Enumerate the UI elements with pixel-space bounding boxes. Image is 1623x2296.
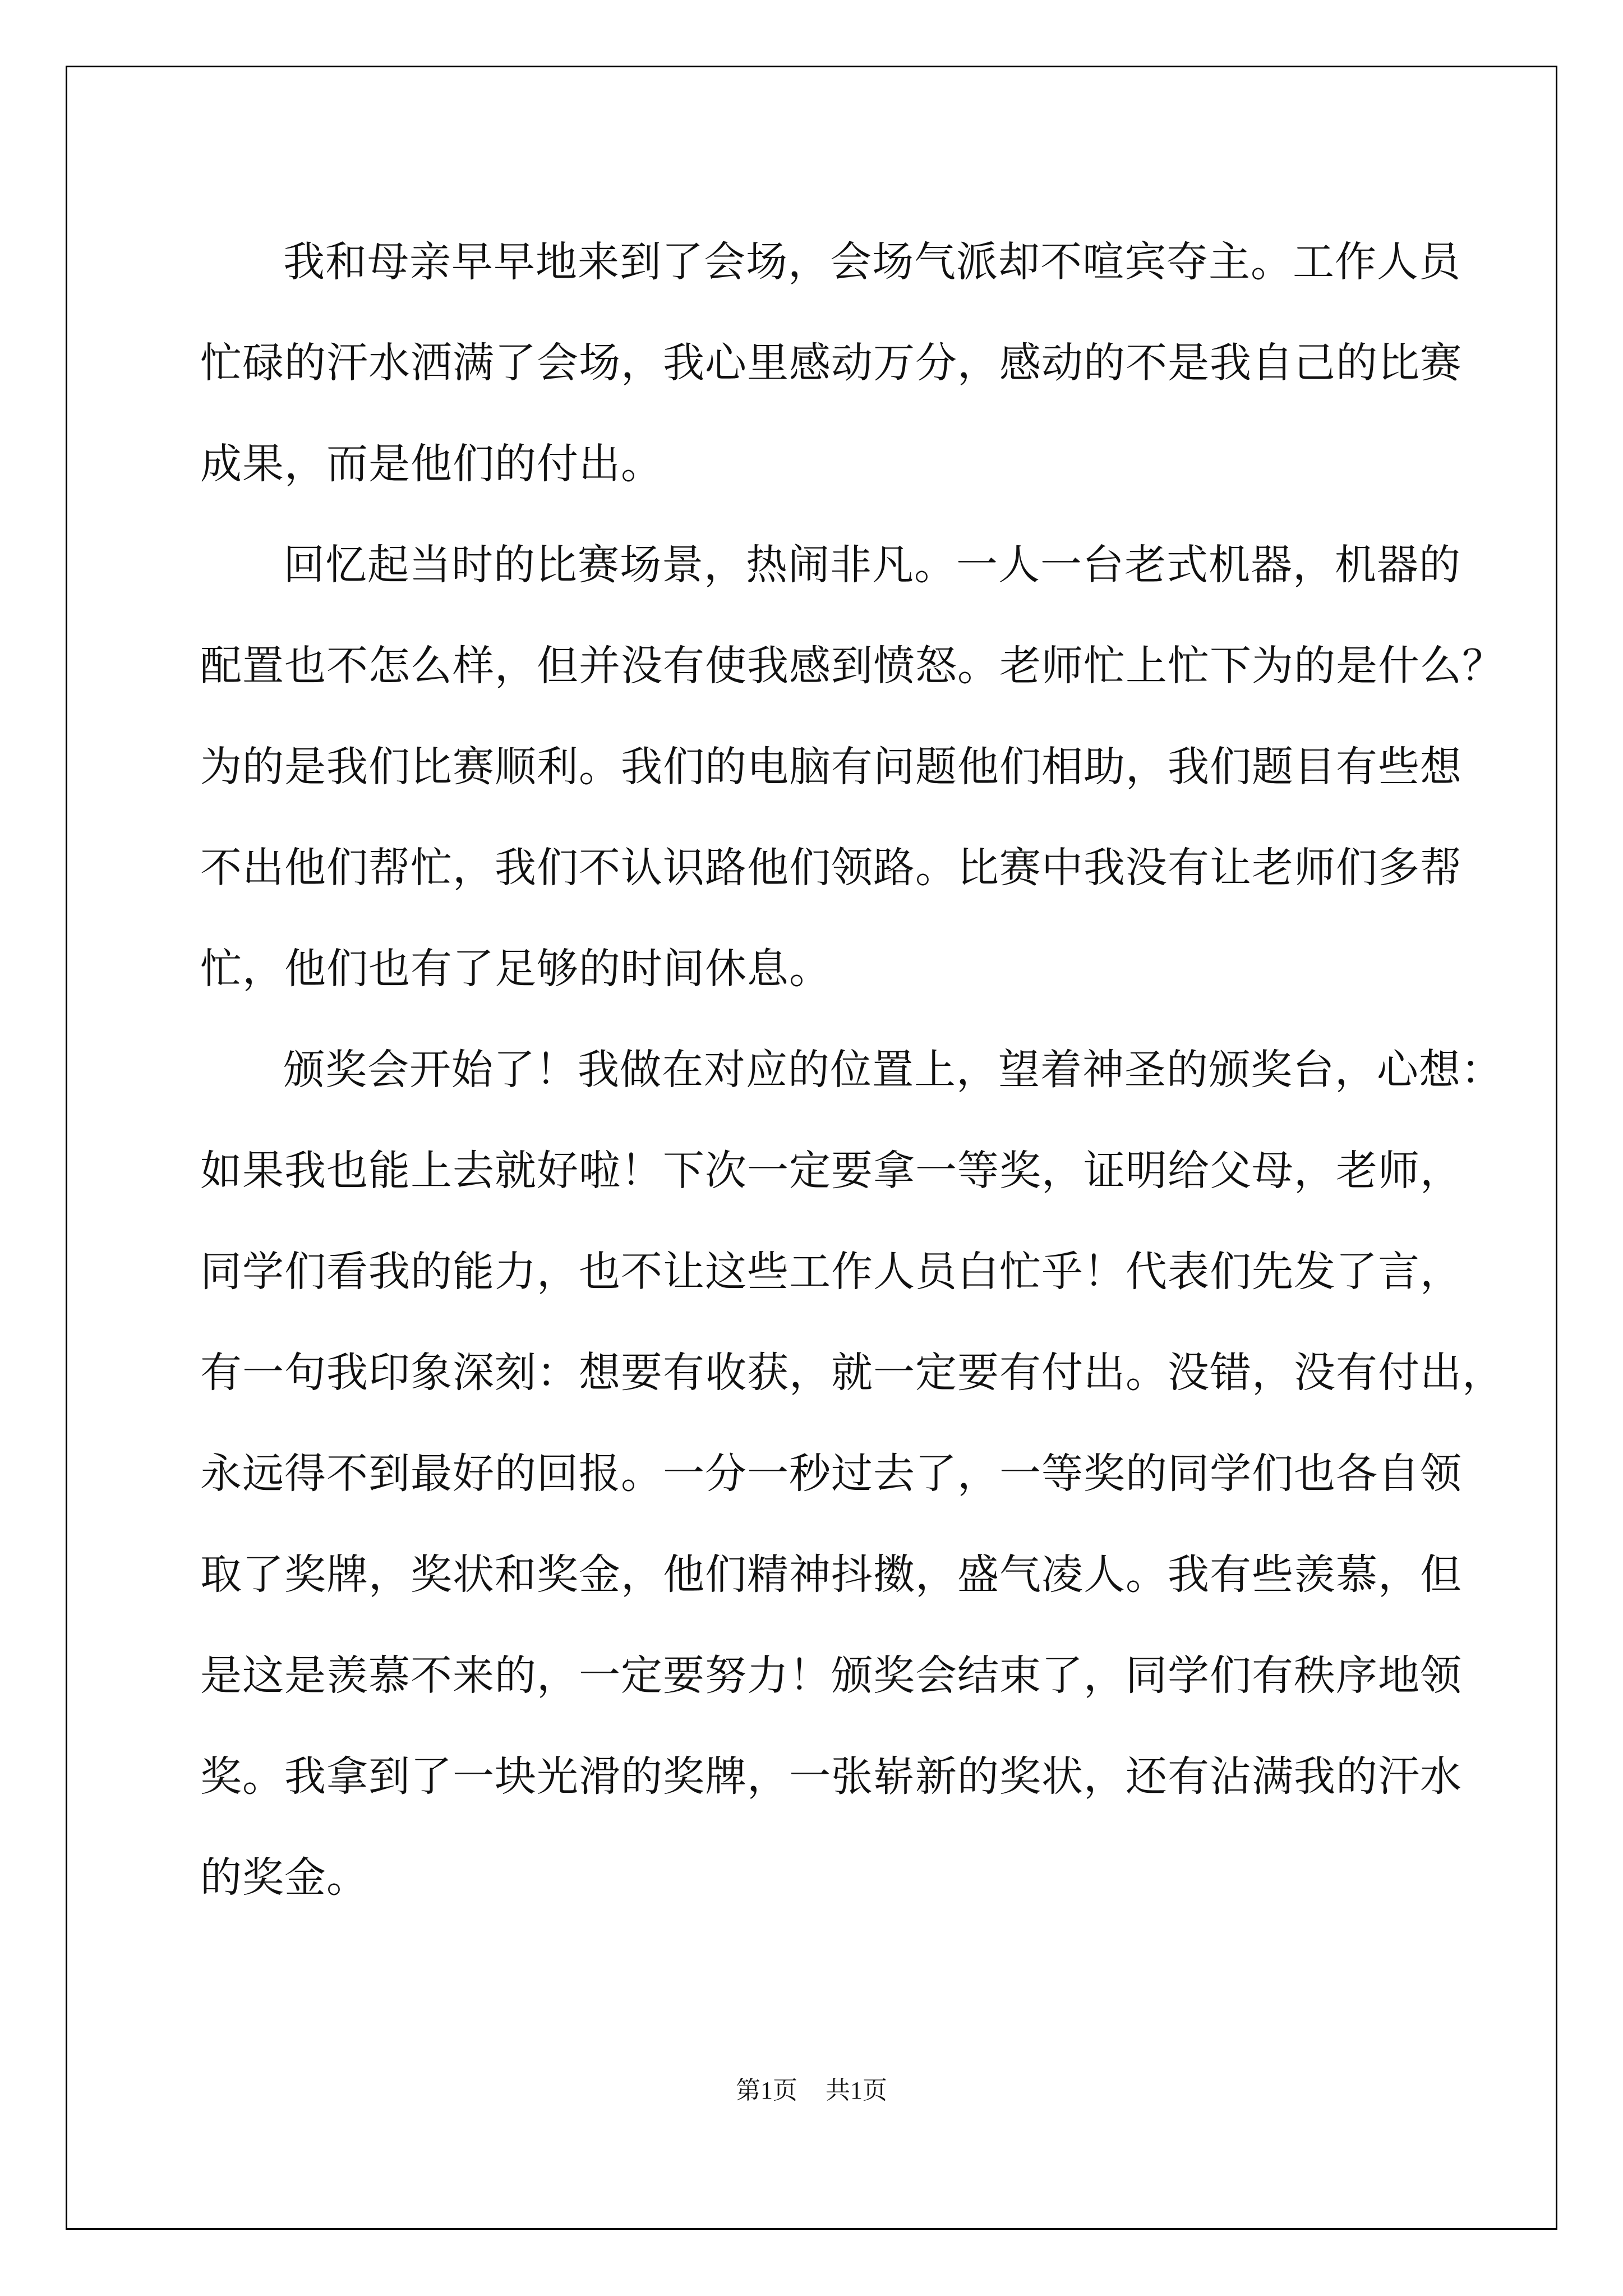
paragraph-line: 不出他们帮忙，我们不认识路他们领路。比赛中我没有让老师们多帮 (200, 844, 1462, 892)
page-number-total: 共1页 (826, 2077, 887, 2104)
paragraph-line: 为的是我们比赛顺利。我们的电脑有问题他们相助，我们题目有些想 (200, 743, 1462, 791)
paragraph-line: 忙碌的汗水洒满了会场，我心里感动万分，感动的不是我自己的比赛 (200, 339, 1462, 387)
paragraph-line: 奖。我拿到了一块光滑的奖牌，一张崭新的奖状，还有沾满我的汗水 (200, 1752, 1462, 1801)
paragraph-1 (200, 211, 1462, 514)
paragraph-2 (200, 514, 1504, 1019)
paragraph-line: 的奖金。 (200, 1853, 368, 1902)
paragraph-line: 如果我也能上去就好啦！下次一定要拿一等奖，证明给父母，老师， (200, 1147, 1462, 1195)
paragraph-line: 忙，他们也有了足够的时间休息。 (200, 945, 831, 993)
paragraph-line: 配置也不怎么样，但并没有使我感到愤怒。老师忙上忙下为的是什么？ (200, 642, 1504, 690)
paragraph-line: 颁奖会开始了！我做在对应的位置上，望着神圣的颁奖台，心想： (283, 1046, 1503, 1094)
paragraph-line: 有一句我印象深刻：想要有收获，就一定要有付出。没错，没有付出， (200, 1349, 1504, 1397)
page-number-current: 第1页 (736, 2077, 797, 2104)
paragraph-line: 回忆起当时的比赛场景，热闹非凡。一人一台老式机器，机器的 (283, 541, 1461, 589)
paragraph-line: 我和母亲早早地来到了会场，会场气派却不喧宾夺主。工作人员 (283, 238, 1461, 286)
document-body (200, 211, 1504, 1928)
paragraph-line: 成果，而是他们的付出。 (200, 440, 663, 488)
paragraph-line: 永远得不到最好的回报。一分一秒过去了，一等奖的同学们也各自领 (200, 1450, 1462, 1498)
paragraph-line: 是这是羡慕不来的，一定要努力！颁奖会结束了，同学们有秩序地领 (200, 1651, 1462, 1700)
paragraph-line: 取了奖牌，奖状和奖金，他们精神抖擞，盛气凌人。我有些羡慕，但 (200, 1550, 1462, 1599)
page-footer (0, 2070, 1623, 2106)
paragraph-line: 同学们看我的能力，也不让这些工作人员白忙乎！代表们先发了言， (200, 1248, 1462, 1296)
paragraph-3 (200, 1019, 1504, 1928)
